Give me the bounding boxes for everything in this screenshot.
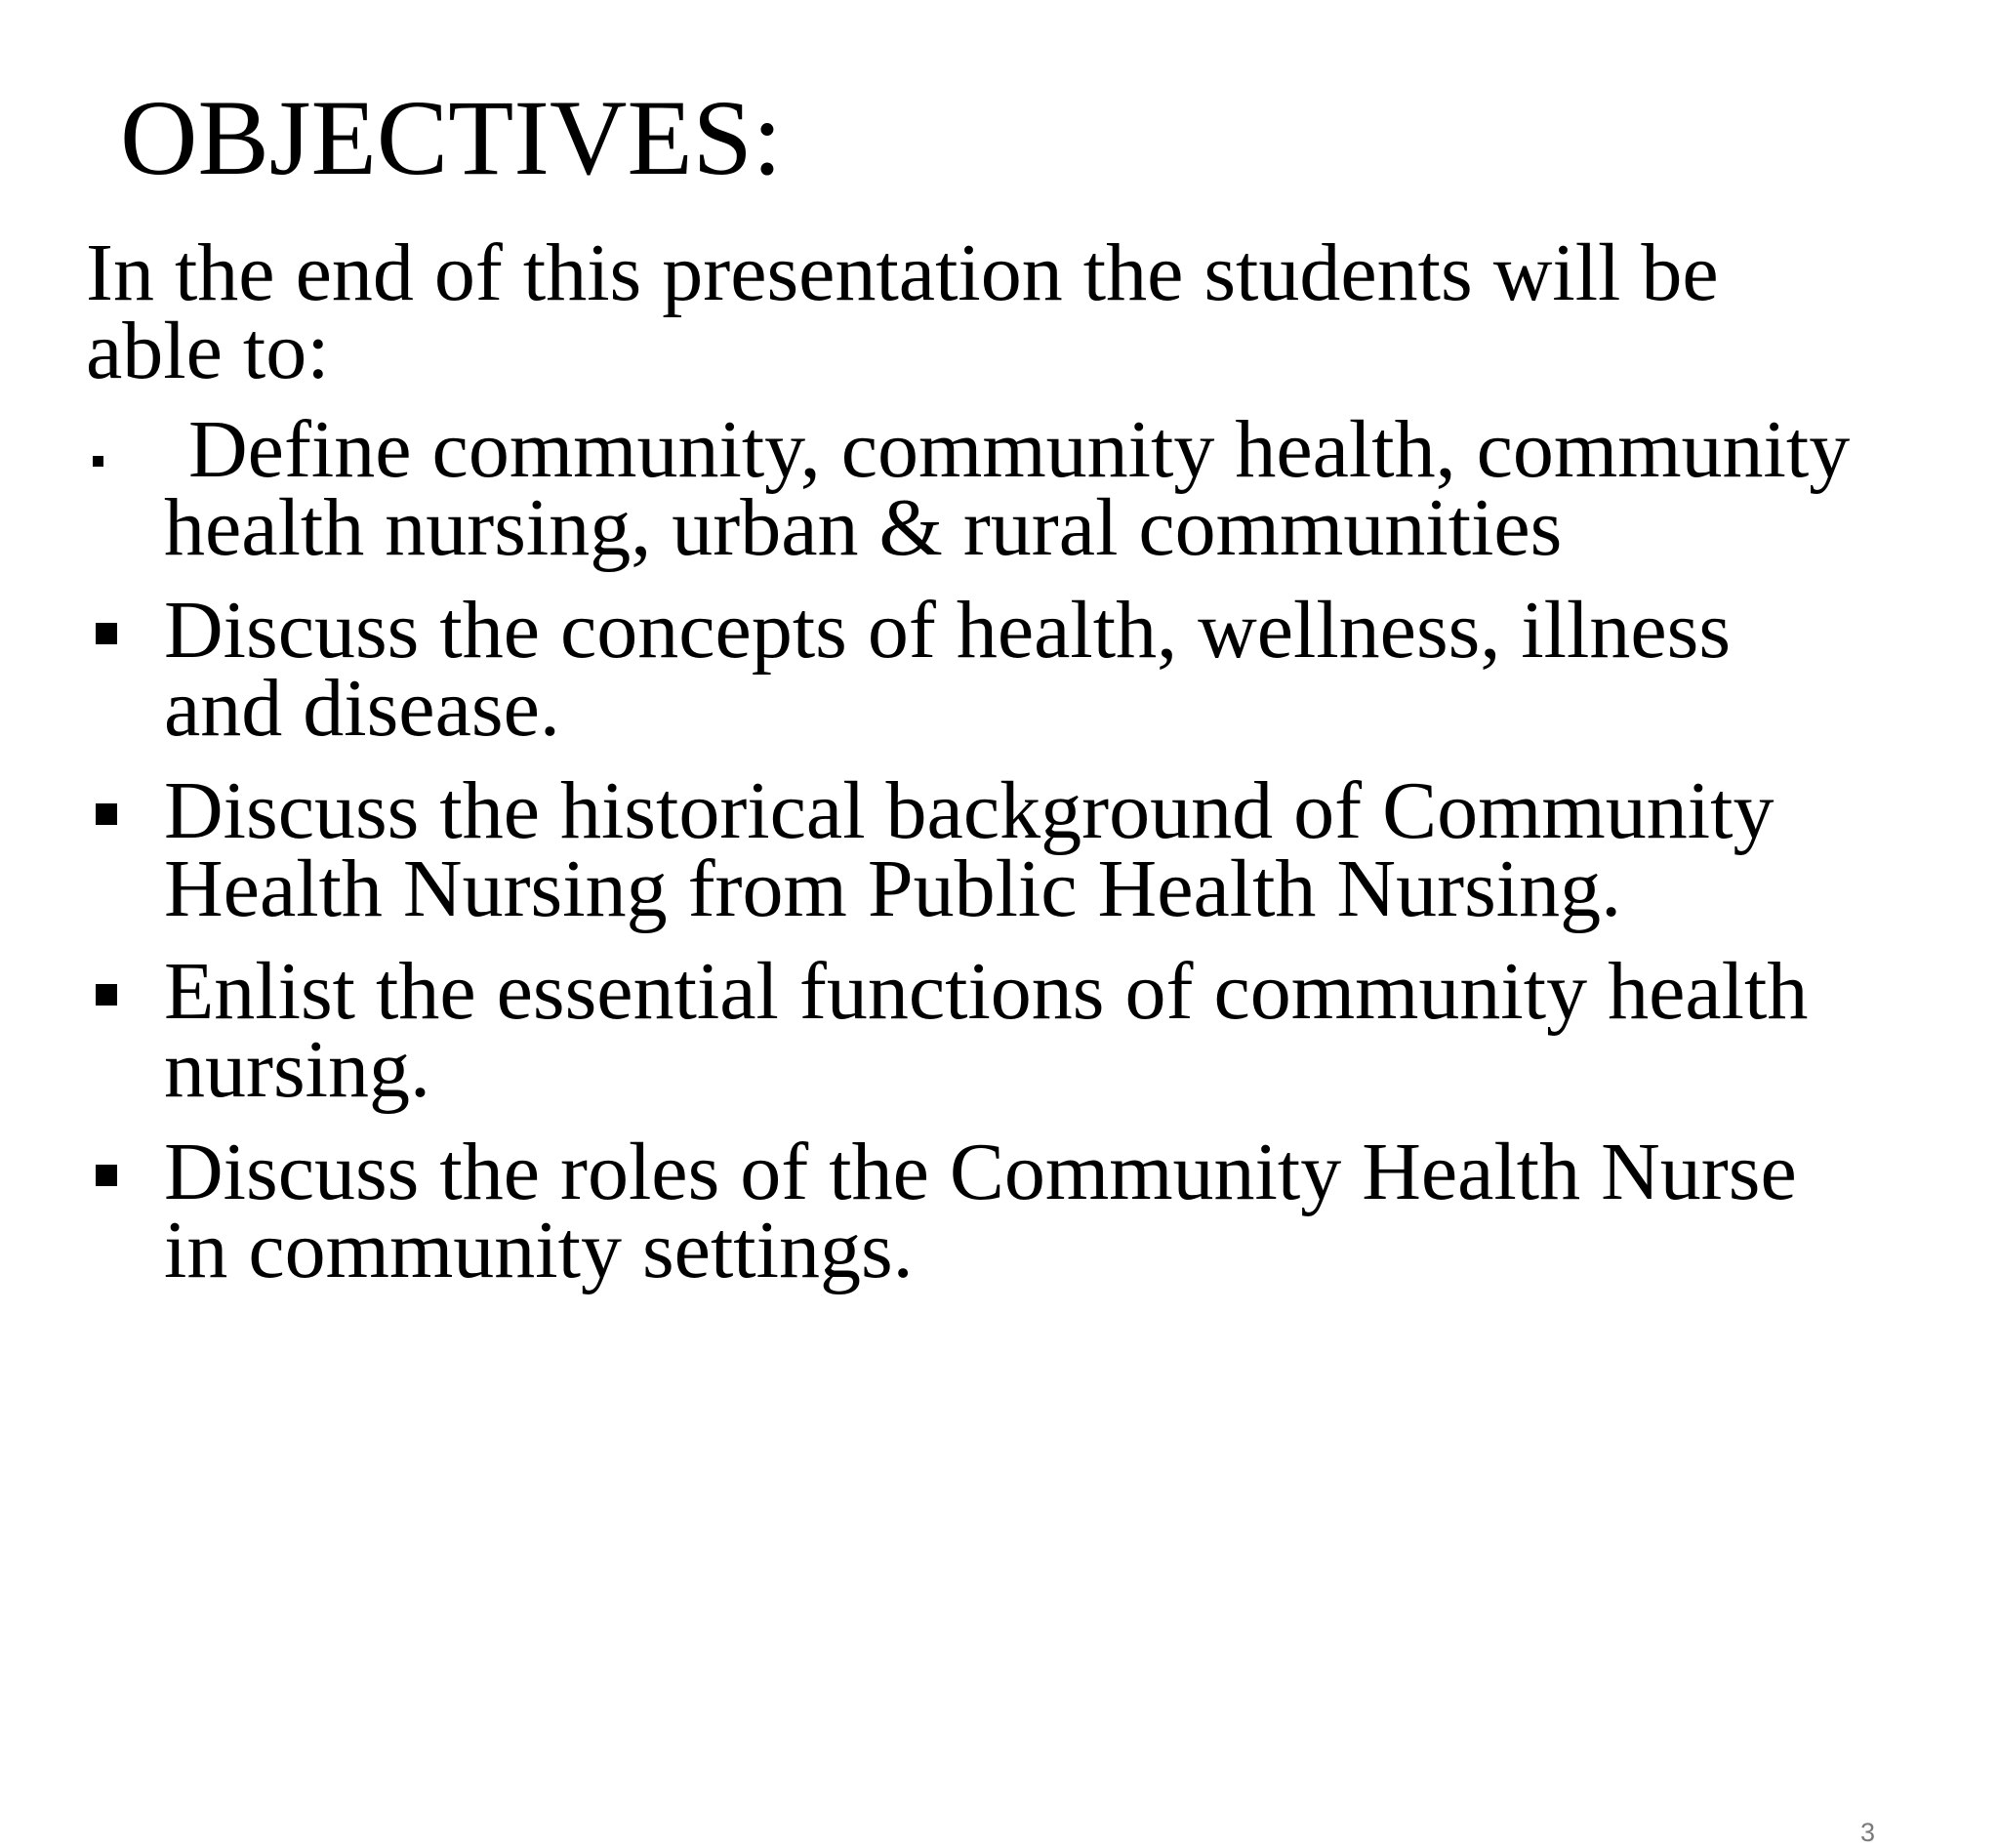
square-bullet-icon: [96, 1165, 117, 1186]
objective-line-2: in community settings.: [164, 1205, 914, 1295]
objective-line-1: Discuss the historical background of Community: [164, 765, 1775, 856]
objective-line-1: Discuss the roles of the Community Health Nurse: [164, 1127, 1797, 1217]
objective-line-2: Health Nursing from Public Health Nursing.: [164, 843, 1622, 934]
objective-item-functions: [86, 946, 1940, 1115]
objective-item-concepts: [86, 585, 1940, 754]
slide-title: OBJECTIVES:: [120, 78, 783, 197]
intro-line-1: In the end of this presentation the students will be: [86, 227, 1719, 318]
slide-page-number: 3: [1860, 1818, 1876, 1847]
intro-text: [86, 227, 1940, 396]
square-bullet-icon: [96, 803, 117, 825]
square-bullet-icon: [96, 984, 117, 1006]
intro-line-2: able to:: [86, 306, 330, 396]
objective-line-1: Enlist the essential functions of community health: [164, 946, 1809, 1037]
objective-line-2: nursing.: [164, 1024, 430, 1115]
objectives-list: [86, 404, 1940, 1295]
square-bullet-icon: [93, 456, 103, 467]
objective-line-2: and disease.: [164, 663, 560, 754]
slide-content: [86, 227, 1940, 1314]
square-bullet-icon: [96, 623, 117, 644]
objective-item-roles: [86, 1127, 1940, 1295]
objective-item-define: [86, 404, 1940, 573]
objective-item-history: [86, 765, 1940, 934]
objective-line-1: Define community, community health, community: [188, 404, 1851, 495]
objective-line-1: Discuss the concepts of health, wellness, illness: [164, 585, 1732, 676]
objective-line-2: health nursing, urban & rural communities: [164, 482, 1563, 573]
